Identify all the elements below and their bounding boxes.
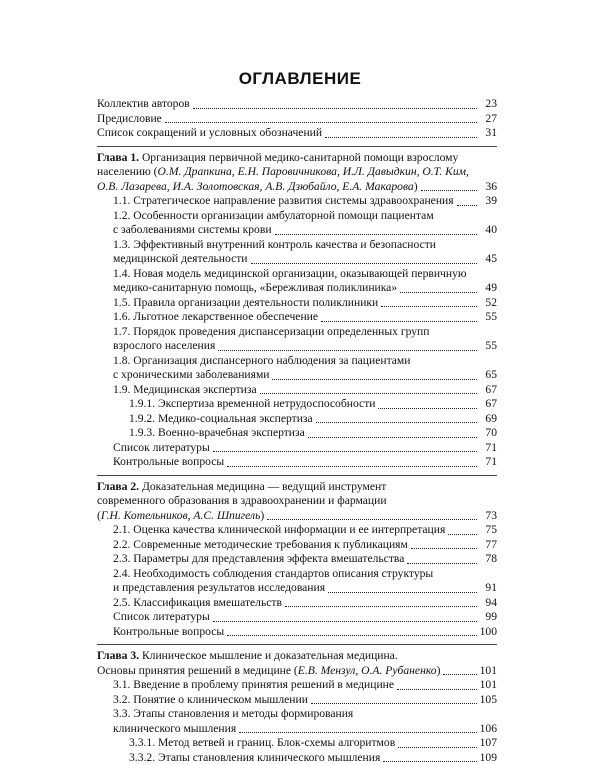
dot-leader [381,306,477,307]
toc-entry[interactable] [97,412,497,427]
toc-entry[interactable] [97,325,497,354]
toc-entry-row [97,194,497,209]
toc-entry-title: Список сокращений и условных обозначений [97,126,322,141]
toc-entry-row [97,552,497,567]
page-number: 101 [479,664,497,679]
toc-entry-title: 3.2. Понятие о клиническом мышлении [113,693,308,708]
toc-entry-row [97,97,497,112]
dot-leader [400,292,477,293]
divider [97,644,497,645]
dot-leader [213,621,477,622]
dot-leader [421,190,477,191]
page-number: 27 [479,112,497,127]
toc-entry[interactable] [97,112,497,127]
dot-leader [272,379,477,380]
toc-entry[interactable] [97,296,497,311]
toc-entry[interactable] [97,310,497,325]
toc-entry[interactable] [97,194,497,209]
page-number: 55 [479,339,497,354]
dot-leader [325,137,477,138]
page-number: 67 [479,383,497,398]
chapter-label: Глава 2. [97,480,139,493]
toc-entry-title: взрослого населения [113,339,215,354]
toc-entry-title: 2.2. Современные методические требования к публикациям [113,538,408,553]
toc-entry-row [97,223,497,238]
toc-entry[interactable] [97,625,497,640]
toc-entry-title: Список литературы [113,610,210,625]
page-number: 67 [479,397,497,412]
dot-leader [378,408,477,409]
toc-entry-title: 3.3.1. Метод ветвей и границ. Блок-схемы алгоритмов [129,736,395,751]
toc-entry[interactable] [97,209,497,238]
dot-leader [443,674,477,675]
toc-entry-line [97,209,497,224]
dot-leader [227,635,477,636]
dot-leader [398,747,477,748]
chapter-title: современного образования в здравоохранении и фармации [97,494,497,509]
chapter-authors: О.В. Лазарева, И.А. Золотовская, А.В. Дзюбайло, Е.А. Макарова [97,180,414,193]
toc-entry-line [97,567,497,582]
dot-leader [227,466,477,467]
table-of-contents [97,97,497,765]
page-number: 45 [479,252,497,267]
toc-entry-row [97,112,497,127]
toc-entry-title: 2.1. Оценка качества клинической информации и ее интерпретация [113,523,445,538]
toc-entry-title: 1.7. Порядок проведения диспансеризации определенных групп [113,325,429,338]
page-number: 101 [479,678,497,693]
chapter-3: Глава 3. Клиническое мышление и доказательная медицина. Основы принятия решений в медицине (Е.В. Мензул, О.А. Рубаненко) 101 3.1. Введение в проблему принятия решений в медицине 101 3.2. Понятие о клиническом мышлении 105 3.3. Этапы становления и методы формирования клинического мышления 106 3.3.1. Метод ветвей и границ. Блок-схемы алгоритмов 107 3.3.2. Этапы становления клинического мышления 109 [97,649,497,765]
dot-leader [321,321,477,322]
toc-entry-title: 1.9.2. Медико-социальная экспертиза [129,412,313,427]
toc-entry[interactable] [97,354,497,383]
toc-entry-row [97,693,497,708]
toc-entry-title: 3.1. Введение в проблему принятия решений в медицине [113,678,394,693]
toc-entry[interactable] [97,238,497,267]
toc-entry-row [97,581,497,596]
toc-entry-row [97,281,497,296]
dot-leader [193,108,477,109]
toc-entry-title: 1.6. Льготное лекарственное обеспечение [113,310,318,325]
page-number: 91 [479,581,497,596]
toc-entry-title: Список литературы [113,441,210,456]
toc-entry[interactable] [97,97,497,112]
toc-entry[interactable] [97,126,497,141]
page-number: 109 [479,751,497,765]
chapter-authors: Г.Н. Котельников, А.С. Шпигель [101,509,260,522]
chapter-title: Организация первичной медико-санитарной помощи взрослому [142,151,458,164]
toc-entry-title: медико-санитарную помощь, «Бережливая поликлиника» [113,281,397,296]
toc-entry-line [97,238,497,253]
toc-entry-row [97,538,497,553]
toc-entry-row [97,455,497,470]
dot-leader [285,606,477,607]
toc-entry-row [97,397,497,412]
dot-leader [251,263,477,264]
toc-entry-row [97,412,497,427]
page-title: ОГЛАВЛЕНИЕ [0,72,600,87]
front-matter [97,97,497,141]
toc-entry-title: 1.5. Правила организации деятельности поликлиники [113,296,378,311]
toc-entry[interactable] [97,538,497,553]
toc-entry-title: и представления результатов исследования [113,581,325,596]
toc-entry[interactable] [97,383,497,398]
toc-entry[interactable] [97,552,497,567]
toc-entry-title: 2.5. Классификация вмешательств [113,596,282,611]
chapter-title: Клиническое мышление и доказательная медицина. [142,649,398,662]
toc-entry-row [97,368,497,383]
toc-entry-line [97,354,497,369]
toc-entry-row [97,296,497,311]
divider [97,475,497,476]
dot-leader [218,350,477,351]
toc-entry[interactable] [97,707,497,736]
page-number: 71 [479,441,497,456]
toc-entry[interactable] [97,455,497,470]
page-number: 75 [479,523,497,538]
dot-leader [311,703,477,704]
toc-entry-row [97,625,497,640]
toc-entry-row [97,523,497,538]
page-number: 70 [479,426,497,441]
dot-leader [275,234,477,235]
page-number: 94 [479,596,497,611]
toc-entry-row [97,441,497,456]
toc-entry-row [97,751,497,765]
chapter-1: Глава 1. Организация первичной медико-санитарной помощи взрослому населению (О.М. Драпкина, Е.Н. Паровичникова, И.Л. Давыдкин, О.Т. Ким, О.В. Лазарева, И.А. Золотовская, А.В. Дзюбайло, Е.А. Макарова) 36 1.1. Стратегическое направление развития системы здравоохранения 39 1.2. Особенности организации амбулаторной помощи пациентам с заболеваниями системы крови 40 1.3. Эффективный внутренний контроль качества и безопасности медицинской деятельности 45 1.4. Новая модель медицинской организации, оказывающей первичную медико-санитарную помощь, «Бережливая поликлиника» 49 1.5. Правила организации деятельности поликлиники 52 1.6. Льготное лекарственное обеспечение 55 1.7. Порядок проведения диспансеризации определенных групп взрослого населения 55 1.8. Организация диспансерного наблюдения за пациентами с хроническими заболеваниями 65 1.9. Медицинская экспертиза 67 1.9.1. Экспертиза временной нетрудоспособности 67 1.9.2. Медико-социальная экспертиза 69 1.9.3. Военно-врачебная экспертиза 70 Список литературы 71 Контрольные вопросы 71 [97,151,497,470]
toc-entry-title: 2.4. Необходимость соблюдения стандартов описания структуры [113,567,433,580]
dot-leader [448,534,477,535]
toc-entry[interactable] [97,523,497,538]
toc-entry-title: Контрольные вопросы [113,455,224,470]
dot-leader [383,761,477,762]
page-number: 77 [479,538,497,553]
dot-leader [407,563,477,564]
chapter-label: Глава 1. [97,151,139,164]
toc-entry-title: 2.3. Параметры для представления эффекта вмешательства [113,552,404,567]
toc-entry-row [97,722,497,737]
toc-entry-row [97,426,497,441]
chapter-label: Глава 3. [97,649,139,662]
toc-entry[interactable] [97,397,497,412]
toc-entry[interactable] [97,678,497,693]
toc-entry[interactable] [97,751,497,765]
toc-entry-row [97,610,497,625]
toc-entry-title: клинического мышления [113,722,236,737]
toc-entry-title: 1.9. Медицинская экспертиза [113,383,257,398]
toc-entry-title: 3.3.2. Этапы становления клинического мышления [129,751,380,765]
toc-entry[interactable] [97,736,497,751]
page-number: 49 [479,281,497,296]
toc-entry-row [97,126,497,141]
toc-entry-title: 1.3. Эффективный внутренний контроль качества и безопасности [113,238,436,251]
dot-leader [328,592,477,593]
toc-entry-title: Коллектив авторов [97,97,190,112]
chapter-2: Глава 2. Доказательная медицина — ведущий инструмент современного образования в здравоохранении и фармации (Г.Н. Котельников, А.С. Шпигель) 73 2.1. Оценка качества клинической информации и ее интерпретация 75 2.2. Современные методические требования к публикациям 77 2.3. Параметры для представления эффекта вмешательства 78 2.4. Необходимость соблюдения стандартов описания структуры и представления результатов исследования 91 2.5. Классификация вмешательств 94 Список литературы 99 Контрольные вопросы 100 [97,480,497,640]
divider [97,146,497,147]
page-number: 40 [479,223,497,238]
toc-entry[interactable] [97,610,497,625]
toc-entry-title: 1.2. Особенности организации амбулаторной помощи пациентам [113,209,434,222]
dot-leader [260,393,477,394]
dot-leader [397,689,477,690]
toc-entry-title: 3.3. Этапы становления и методы формирования [113,707,353,720]
toc-entry-line [97,325,497,340]
dot-leader [213,451,477,452]
dot-leader [165,122,477,123]
page-number: 71 [479,455,497,470]
toc-entry-title: медицинской деятельности [113,252,248,267]
toc-entry-title: с хроническими заболеваниями [113,368,269,383]
page-number: 31 [479,126,497,141]
toc-entry[interactable] [97,567,497,596]
page-number: 65 [479,368,497,383]
toc-entry-title: 1.4. Новая модель медицинской организации, оказывающей первичную [113,267,467,280]
page-number: 23 [479,97,497,112]
page-number: 99 [479,610,497,625]
toc-entry-line [97,707,497,722]
toc-entry-row [97,678,497,693]
dot-leader [308,437,477,438]
toc-entry[interactable] [97,693,497,708]
toc-entry[interactable] [97,596,497,611]
page-number: 106 [479,722,497,737]
page-number: 55 [479,310,497,325]
dot-leader [239,732,477,733]
chapter-authors: Е.В. Мензул, О.А. Рубаненко [298,664,437,677]
toc-entry-row [97,252,497,267]
toc-entry[interactable] [97,267,497,296]
dot-leader [457,205,477,206]
page-number: 78 [479,552,497,567]
page-number: 73 [479,509,497,524]
chapter-authors: О.М. Драпкина, Е.Н. Паровичникова, И.Л. Давыдкин, О.Т. Ким, [158,165,469,178]
dot-leader [316,422,477,423]
page-number: 100 [479,625,497,640]
toc-entry-line [97,267,497,282]
toc-entry-title: 1.1. Стратегическое направление развития системы здравоохранения [113,194,454,209]
toc-entry-title: 1.9.1. Экспертиза временной нетрудоспособности [129,397,375,412]
toc-entry-row [97,310,497,325]
page-number: 36 [479,180,497,195]
toc-entry-title: Контрольные вопросы [113,625,224,640]
page-number: 39 [479,194,497,209]
toc-entry[interactable] [97,441,497,456]
toc-entry-row [97,736,497,751]
toc-entry-title: 1.9.3. Военно-врачебная экспертиза [129,426,305,441]
page-number: 52 [479,296,497,311]
dot-leader [267,519,477,520]
toc-entry-title: 1.8. Организация диспансерного наблюдения за пациентами [113,354,410,367]
toc-entry-title: с заболеваниями системы крови [113,223,272,238]
toc-entry-title: Предисловие [97,112,162,127]
page-number: 105 [479,693,497,708]
toc-entry-row [97,383,497,398]
toc-entry-row [97,596,497,611]
page-number: 69 [479,412,497,427]
dot-leader [411,548,477,549]
toc-entry-row [97,339,497,354]
toc-entry[interactable] [97,426,497,441]
page-number: 107 [479,736,497,751]
chapter-title: Доказательная медицина — ведущий инструмент [142,480,386,493]
